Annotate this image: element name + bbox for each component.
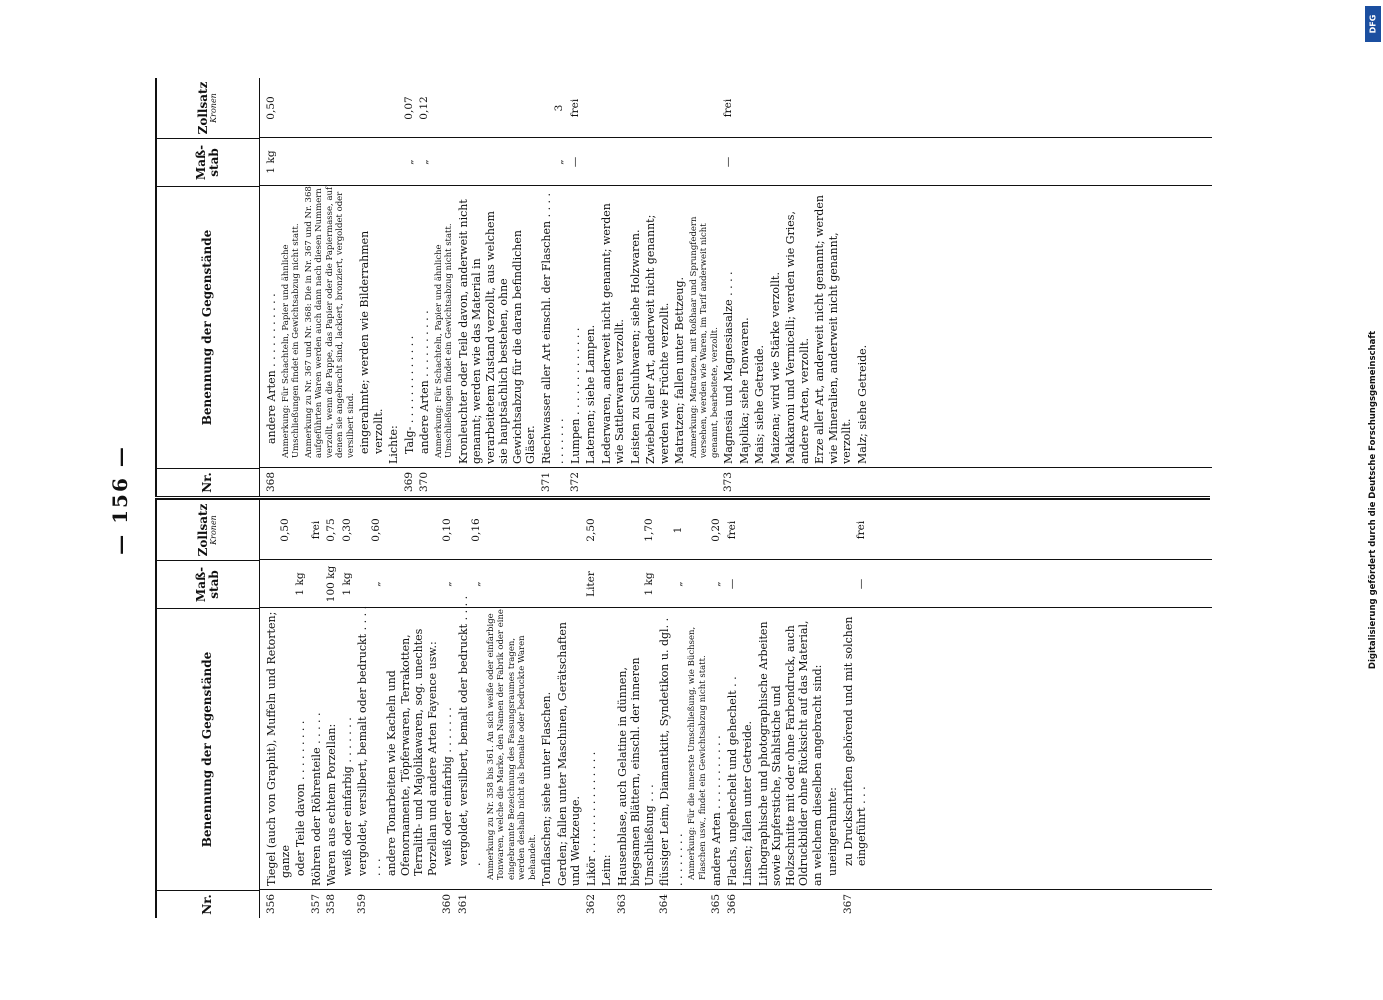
row-text: weiß oder einfarbig . . . . . . . (441, 707, 454, 866)
row-nr: 361 (456, 893, 469, 915)
row-massstab: — (725, 578, 738, 590)
row-zollsatz: 0,07 (402, 96, 415, 120)
table-row (358, 78, 385, 496)
table-row (757, 500, 825, 918)
header-zollsatz-label: Zollsatz (196, 503, 210, 557)
left-rows (265, 500, 871, 918)
row-zollsatz: 0,20 (710, 518, 722, 542)
digitization-credit (1358, 0, 1383, 1000)
row-zollsatz: frei (855, 520, 867, 540)
table-row (434, 78, 455, 496)
row-text: weiß oder einfarbig . . . . . . . (340, 717, 354, 876)
row-text: Matratzen; fallen unter Bettzeug. (673, 276, 686, 464)
row-nr: 367 (841, 893, 854, 915)
row-text: Lumpen . . . . . . . . . . . . . (568, 327, 582, 464)
header-nr: Nr. (157, 468, 259, 496)
table-row (265, 78, 279, 496)
row-text: zu Druckschriften gehörend und mit solchen eingeführt . . . (841, 616, 868, 866)
table-row (842, 500, 869, 918)
table-header (157, 78, 260, 496)
row-text: andere Arten . . . . . . . . . . . (710, 735, 723, 886)
row-text: Anmerkung: Für Schachteln, Papier und ähnliche Umschließungen findet ein Gewichtsabzug nicht statt. (433, 223, 454, 458)
row-nr: 362 (584, 893, 597, 915)
row-zollsatz: 0,30 (340, 518, 353, 542)
table-row (585, 500, 599, 918)
row-zollsatz: 1,70 (642, 518, 655, 542)
tariff-page (155, 78, 1210, 918)
table-row (281, 78, 302, 496)
header-kronen: Kronen (209, 515, 219, 545)
row-text: Lederwaren, anderweit nicht genannt; werden wie Sattlerwaren verzollt. (599, 203, 626, 464)
row-text: Laternen; siehe Lampen. (584, 324, 597, 464)
table-row (753, 78, 767, 496)
table-row (726, 500, 740, 918)
table-row (644, 78, 671, 496)
dfg-logo-text: DFG (1368, 14, 1378, 34)
header-zollsatz-label: Zollsatz (196, 81, 210, 135)
header-kronen: Kronen (209, 93, 219, 123)
table-row (600, 500, 614, 918)
header-zollsatz (157, 78, 259, 138)
row-zollsatz: 2,50 (584, 518, 597, 542)
table-row (341, 500, 355, 918)
row-text: Anmerkung: Für die innerste Umschließung, wie Büchsen, Flaschen usw., findet ein Gewichtsabzug nicht statt. (687, 626, 708, 880)
table-row (294, 500, 308, 918)
table-row (629, 78, 643, 496)
page-number-text: — 156 — (108, 445, 132, 555)
row-zollsatz: 0,50 (265, 96, 277, 120)
table-row (769, 78, 783, 496)
row-nr: 359 (356, 893, 368, 915)
row-nr: 366 (725, 893, 738, 915)
table-row (540, 78, 567, 496)
row-text: Majolika; siehe Tonwaren. (737, 317, 751, 464)
right-rows (265, 78, 871, 496)
row-massstab: „ (441, 581, 453, 587)
row-text: andere Tonarbeiten wie Kacheln und Ofenornamente, Töpferwaren, Terrakotten, Terralith- und Majolikawaren, sog. unechtes Porzellan und andere Arten Fayence usw.: (385, 628, 439, 876)
row-text: vergoldet, versilbert, bemalt oder bedruckt . . . . . . . (356, 605, 383, 876)
row-text: Anmerkung: Für Schachteln, Papier und ähnliche Umschließungen findet ein Gewichtsabzug nicht statt. (280, 223, 301, 458)
table-row (403, 78, 417, 496)
table-row (600, 78, 627, 496)
dfg-logo (1365, 6, 1381, 42)
row-massstab: — (568, 156, 581, 168)
table-row (387, 78, 401, 496)
row-text: Tonflaschen; siehe unter Flaschen. (540, 691, 553, 886)
table-row (826, 500, 840, 918)
row-text: andere Arten . . . . . . . . . . (418, 310, 431, 454)
table-row (265, 500, 292, 918)
row-massstab: 1 kg (642, 572, 655, 596)
table-row (310, 500, 324, 918)
row-nr: 365 (710, 893, 722, 915)
table-row (418, 78, 432, 496)
row-text: andere Arten . . . . . . . . . . . (265, 293, 278, 444)
row-text: Lichte: (387, 425, 400, 464)
row-text: Likör . . . . . . . . . . . . . . . (584, 751, 598, 886)
table-row (658, 500, 685, 918)
row-nr: 371 (539, 471, 552, 493)
row-text: Kronleuchter oder Teile davon, anderweit nicht genannt; werden wie das Material in verarbeitetem Zustand verzollt, aus welchem sie hauptsächlich bestehen, ohne Gewichtsabzug für die daran befindlichen Gläser. (456, 199, 537, 464)
row-zollsatz: frei (568, 98, 581, 118)
table-row (813, 78, 854, 496)
row-text: vergoldet, versilbert, bemalt oder bedruckt . . . . . (456, 595, 483, 866)
column-divider (155, 496, 1210, 500)
row-massstab: „ (671, 581, 684, 587)
row-text: Röhren oder Röhrenteile . . . . . (309, 712, 323, 886)
table-row (741, 500, 755, 918)
row-massstab: 1 kg (265, 150, 277, 174)
row-text: Hausenblase, auch Gelatine in dünnen, biegsamen Blättern, einschl. der inneren Umschließung . . . (615, 657, 656, 886)
row-zollsatz: frei (722, 98, 734, 118)
row-text: Flachs, ungehechelt und gehechelt . . (725, 676, 739, 886)
row-zollsatz: 3 (553, 104, 565, 112)
row-text: Lithographische und photographische Arbeiten sowie Kupferstiche, Stahlstiche und Holzschnitte mit oder ohne Farbendruck, auch Oldruckbilder ohne Rücksicht auf das Material, an welchem dieselben angebracht sind: (756, 620, 824, 886)
header-benennung: Benennung der Gegenstände (157, 608, 259, 890)
row-nr: 356 (265, 893, 277, 915)
row-massstab: „ (369, 581, 382, 587)
row-text: Anmerkung: Matratzen, mit Roßhaar und Sprungfedern versehen, werden wie Waren, im Tarif anderweit nicht genannt, bearbeitete, verzollt. (688, 216, 720, 458)
row-text: Anmerkung zu Nr. 358 bis 361. An sich weiße oder einfarbige Tonwaren, welche die Marke, den Namen der Fabrik oder eine eingebrannte Bezeichnung des Fassungsraumes tragen, werden deshalb nicht als bemalte oder bedruckte Waren behandelt. (485, 609, 538, 880)
row-massstab: „ (402, 159, 415, 165)
row-massstab: — (855, 578, 867, 590)
table-row (673, 78, 687, 496)
row-massstab: „ (418, 159, 430, 165)
credit-text: Digitalisierung gefördert durch die Deutsche Forschungsgemeinschaft (1368, 330, 1378, 670)
row-text: oder Teile davon . . . . . . . . . (294, 720, 307, 876)
row-massstab: „ (470, 581, 482, 587)
row-text: Anmerkung zu Nr. 367 und Nr. 368: Die in Nr. 367 und Nr. 368 aufgeführten Waren werden auch dann nach diesen Nummern verzollt, wenn die Pappe, das Papier oder die Papiermasse, auf denen sie angebracht sind, lackiert, bronziert, vergoldet oder versilbert sind. (303, 186, 356, 458)
header-benennung: Benennung der Gegenstände (157, 186, 259, 468)
table-row (722, 78, 736, 496)
table-row (457, 78, 538, 496)
row-zollsatz: 0,12 (418, 96, 430, 120)
row-text: Riechwasser aller Art einschl. der Flaschen . . . . . . . . . . . (539, 192, 566, 464)
row-nr: 370 (418, 471, 430, 493)
header-nr: Nr. (157, 890, 259, 918)
row-text: Gerden; fallen unter Maschinen, Gerätschaften und Werkzeuge. (555, 622, 582, 886)
table-row (540, 500, 554, 918)
table-row (486, 500, 539, 918)
table-row (856, 78, 870, 496)
header-massstab: Maß- stab (157, 560, 259, 608)
table-row (710, 500, 724, 918)
row-text: Mais; siehe Getreide. (753, 344, 766, 464)
table-row (304, 78, 357, 496)
row-massstab: — (722, 156, 734, 168)
table-row (325, 500, 339, 918)
page-number (95, 0, 145, 1000)
row-zollsatz: 0,50 (278, 518, 291, 542)
row-nr: 373 (722, 471, 734, 493)
row-zollsatz: 1 (671, 526, 684, 534)
row-massstab: „ (710, 581, 722, 587)
header-zollsatz (157, 500, 259, 560)
row-text: flüssiger Leim, Diamantkitt, Syndetikon u. dgl. . . . . . . . . . (658, 617, 685, 886)
row-zollsatz: frei (725, 520, 738, 540)
row-text: Waren aus echtem Porzellan: (325, 723, 338, 886)
table-row (784, 78, 811, 496)
row-text: eingerahmte; werden wie Bilderrahmen verzollt. (358, 230, 385, 454)
table-row (687, 500, 708, 918)
right-tariff-table (155, 78, 1212, 496)
row-text: Zwiebeln aller Art, anderweit nicht genannt; werden wie Früchte verzollt. (644, 214, 671, 464)
table-header (157, 500, 260, 918)
row-nr: 360 (441, 893, 453, 915)
table-row (556, 500, 583, 918)
row-zollsatz: 0,10 (441, 518, 453, 542)
row-zollsatz: frei (309, 520, 322, 540)
table-row (569, 78, 583, 496)
row-text: Maizena; wird wie Stärke verzollt. (768, 272, 782, 464)
row-nr: 363 (615, 893, 628, 915)
row-text: uneingerahmte: (826, 787, 839, 876)
table-row (441, 500, 455, 918)
row-text: Malz; siehe Getreide. (855, 344, 869, 464)
row-text: Makkaroni und Vermicelli; werden wie Gries, andere Arten, verzollt. (784, 211, 811, 464)
table-row (584, 78, 598, 496)
table-row (457, 500, 484, 918)
row-text: Magnesia und Magnesiasalze . . . . (722, 271, 735, 464)
row-text: Linsen; fallen unter Getreide. (741, 720, 754, 886)
row-nr: 357 (309, 893, 322, 915)
row-zollsatz: 0,16 (470, 518, 482, 542)
row-nr: 358 (325, 893, 337, 915)
row-massstab: Liter (584, 571, 597, 597)
header-massstab: Maß- stab (157, 138, 259, 186)
row-zollsatz: 0,75 (325, 518, 337, 542)
row-text: Tiegel (auch von Graphit), Muffeln und Retorten; ganze (265, 611, 292, 886)
row-text: Talg- . . . . . . . . . . . . . (402, 335, 416, 454)
row-nr: 364 (658, 893, 670, 915)
row-text: Leisten zu Schuhwaren; siehe Holzwaren. (628, 229, 642, 464)
row-massstab: 100 kg (325, 565, 337, 603)
table-row (616, 500, 657, 918)
row-nr: 372 (568, 471, 581, 493)
table-row (356, 500, 383, 918)
table-row (689, 78, 721, 496)
row-massstab: 1 kg (340, 572, 353, 596)
row-nr: 369 (402, 471, 415, 493)
left-tariff-table (155, 500, 1212, 918)
row-zollsatz: 0,60 (369, 518, 382, 542)
row-nr: 368 (265, 471, 277, 493)
table-row (738, 78, 752, 496)
row-text: Erze aller Art, anderweit nicht genannt; werden wie Mineralien, anderweit nicht genannt, verzollt. (813, 195, 853, 464)
row-massstab: „ (553, 159, 565, 165)
table-row (385, 500, 439, 918)
row-massstab: 1 kg (294, 572, 306, 596)
row-text: Leim: (600, 854, 613, 886)
